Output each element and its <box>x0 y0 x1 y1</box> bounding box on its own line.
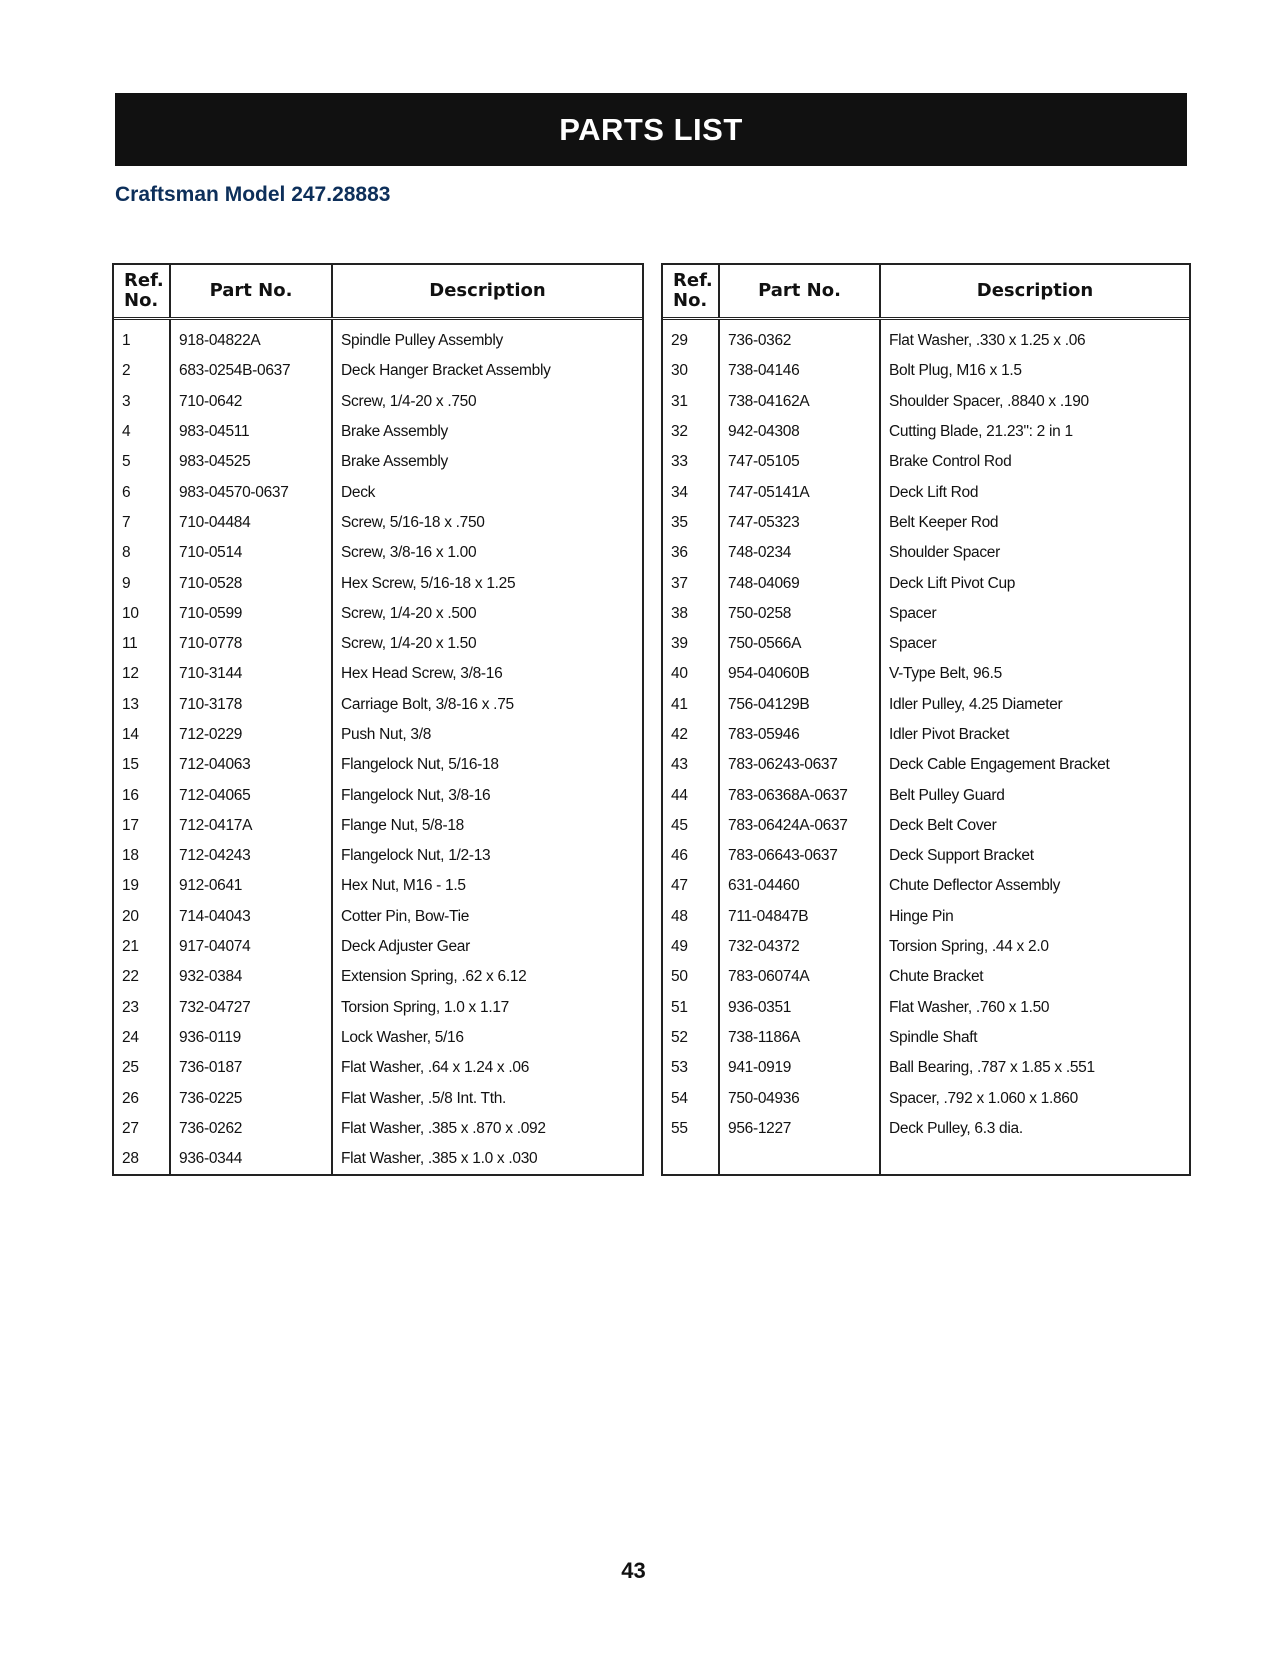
cell-ref: 21 <box>114 932 170 962</box>
model-title: Craftsman Model 247.28883 <box>115 183 391 206</box>
table-row <box>114 568 642 598</box>
table-row <box>114 477 642 507</box>
parts-table-left-body <box>114 319 642 1175</box>
table-row <box>663 811 1189 841</box>
cell-description: Spacer <box>889 635 937 653</box>
cell-part: 736-0187 <box>170 1053 332 1083</box>
table-row <box>114 508 642 538</box>
cell-ref: 35 <box>663 508 719 538</box>
cell-part: 736-0262 <box>170 1114 332 1144</box>
cell-ref: 52 <box>663 1023 719 1053</box>
cell-part: 710-04484 <box>170 508 332 538</box>
cell-part: 983-04525 <box>170 447 332 477</box>
cell-ref <box>663 1144 719 1174</box>
cell-ref: 39 <box>663 629 719 659</box>
table-row <box>663 720 1189 750</box>
ref-header-line2: No. <box>124 290 159 311</box>
table-row <box>114 841 642 871</box>
cell-description: Spindle Shaft <box>889 1028 978 1046</box>
table-row <box>663 477 1189 507</box>
table-row <box>114 1144 642 1174</box>
cell-description: Deck <box>341 483 376 501</box>
cell-description: Deck Pulley, 6.3 dia. <box>889 1119 1023 1137</box>
cell-part: 783-06074A <box>719 962 880 992</box>
cell-ref: 32 <box>663 417 719 447</box>
cell-ref: 29 <box>663 319 719 357</box>
cell-description: V-Type Belt, 96.5 <box>889 665 1002 683</box>
cell-part: 710-0778 <box>170 629 332 659</box>
cell-part: 710-0514 <box>170 538 332 568</box>
table-row <box>663 387 1189 417</box>
table-row <box>114 1114 642 1144</box>
cell-description: Flat Washer, .64 x 1.24 x .06 <box>341 1059 530 1077</box>
cell-part: 750-0566A <box>719 629 880 659</box>
cell-ref: 49 <box>663 932 719 962</box>
cell-ref: 3 <box>114 387 170 417</box>
table-row <box>663 750 1189 780</box>
cell-ref: 46 <box>663 841 719 871</box>
table-row <box>663 902 1189 932</box>
cell-description: Flangelock Nut, 5/16-18 <box>341 756 499 774</box>
description-header: Description <box>332 265 642 319</box>
cell-description: Flangelock Nut, 1/2-13 <box>341 847 491 865</box>
table-row <box>114 962 642 992</box>
table-row <box>663 508 1189 538</box>
table-row <box>663 1023 1189 1053</box>
cell-ref: 38 <box>663 599 719 629</box>
table-row <box>114 811 642 841</box>
cell-part: 714-04043 <box>170 902 332 932</box>
parts-list-banner: PARTS LIST <box>115 93 1187 166</box>
cell-ref: 41 <box>663 690 719 720</box>
cell-part: 941-0919 <box>719 1053 880 1083</box>
cell-part: 783-06368A-0637 <box>719 780 880 810</box>
cell-description: Screw, 1/4-20 x .750 <box>341 392 477 410</box>
part-no-header: Part No. <box>170 265 332 319</box>
cell-description: Deck Cable Engagement Bracket <box>889 756 1110 774</box>
cell-ref: 17 <box>114 811 170 841</box>
cell-description: Flat Washer, .760 x 1.50 <box>889 998 1050 1016</box>
cell-part: 912-0641 <box>170 871 332 901</box>
ref-no-header <box>663 265 719 319</box>
cell-part: 983-04511 <box>170 417 332 447</box>
cell-ref: 37 <box>663 568 719 598</box>
cell-part: 710-3144 <box>170 659 332 689</box>
cell-description: Chute Deflector Assembly <box>889 877 1061 895</box>
cell-ref: 42 <box>663 720 719 750</box>
cell-part: 747-05105 <box>719 447 880 477</box>
cell-description: Spacer <box>889 604 937 622</box>
cell-part: 783-05946 <box>719 720 880 750</box>
ref-header-line2: No. <box>673 290 708 311</box>
cell-description: Belt Keeper Rod <box>889 513 999 531</box>
table-row <box>663 1114 1189 1144</box>
cell-description: Spindle Pulley Assembly <box>341 332 503 350</box>
cell-part: 710-0642 <box>170 387 332 417</box>
cell-ref: 40 <box>663 659 719 689</box>
cell-part: 747-05323 <box>719 508 880 538</box>
cell-ref: 30 <box>663 356 719 386</box>
table-row <box>663 538 1189 568</box>
cell-description: Carriage Bolt, 3/8-16 x .75 <box>341 695 514 713</box>
cell-part: 936-0344 <box>170 1144 332 1174</box>
cell-part: 710-3178 <box>170 690 332 720</box>
cell-ref: 50 <box>663 962 719 992</box>
cell-description: Torsion Spring, .44 x 2.0 <box>889 938 1049 956</box>
cell-ref: 31 <box>663 387 719 417</box>
table-row <box>663 629 1189 659</box>
cell-part: 932-0384 <box>170 962 332 992</box>
cell-part: 732-04372 <box>719 932 880 962</box>
cell-part: 936-0119 <box>170 1023 332 1053</box>
cell-description: Deck Lift Rod <box>889 483 979 501</box>
table-row <box>663 599 1189 629</box>
cell-part: 983-04570-0637 <box>170 477 332 507</box>
cell-ref: 27 <box>114 1114 170 1144</box>
cell-ref: 8 <box>114 538 170 568</box>
cell-ref: 55 <box>663 1114 719 1144</box>
cell-description: Idler Pivot Bracket <box>889 726 1010 743</box>
table-row <box>663 319 1189 357</box>
cell-part: 918-04822A <box>170 319 332 357</box>
cell-description: Brake Assembly <box>341 423 448 441</box>
table-row <box>663 356 1189 386</box>
table-row <box>114 538 642 568</box>
cell-description: Shoulder Spacer, .8840 x .190 <box>889 392 1089 410</box>
cell-part: 736-0225 <box>170 1083 332 1113</box>
table-row <box>663 659 1189 689</box>
cell-part: 712-04243 <box>170 841 332 871</box>
cell-part: 956-1227 <box>719 1114 880 1144</box>
cell-ref: 26 <box>114 1083 170 1113</box>
cell-ref: 15 <box>114 750 170 780</box>
description-header: Description <box>880 265 1189 319</box>
table-row <box>114 599 642 629</box>
cell-part: 711-04847B <box>719 902 880 932</box>
table-header-row <box>114 265 642 319</box>
cell-ref: 5 <box>114 447 170 477</box>
cell-description: Brake Control Rod <box>889 453 1012 471</box>
table-row <box>114 993 642 1023</box>
table-row <box>114 1083 642 1113</box>
cell-part: 712-0417A <box>170 811 332 841</box>
cell-ref: 51 <box>663 993 719 1023</box>
part-no-header: Part No. <box>719 265 880 319</box>
table-row <box>663 1144 1189 1174</box>
cell-part: 954-04060B <box>719 659 880 689</box>
cell-ref: 48 <box>663 902 719 932</box>
cell-description: Brake Assembly <box>341 453 448 471</box>
cell-ref: 16 <box>114 780 170 810</box>
cell-description: Deck Support Bracket <box>889 847 1034 865</box>
cell-description: Flat Washer, .5/8 Int. Tth. <box>341 1089 507 1107</box>
page-number: 43 <box>621 1558 646 1583</box>
cell-part: 710-0599 <box>170 599 332 629</box>
cell-ref: 45 <box>663 811 719 841</box>
table-row <box>114 690 642 720</box>
cell-ref: 44 <box>663 780 719 810</box>
cell-ref: 54 <box>663 1083 719 1113</box>
cell-description: Screw, 1/4-20 x 1.50 <box>341 635 477 653</box>
cell-description: Bolt Plug, M16 x 1.5 <box>889 362 1022 380</box>
table-row <box>114 720 642 750</box>
cell-description: Extension Spring, .62 x 6.12 <box>341 968 527 986</box>
cell-description: Hex Screw, 5/16-18 x 1.25 <box>341 574 516 592</box>
cell-description: Screw, 1/4-20 x .500 <box>341 604 477 622</box>
cell-ref: 10 <box>114 599 170 629</box>
ref-no-header <box>114 265 170 319</box>
cell-ref: 43 <box>663 750 719 780</box>
cell-description <box>880 1144 1189 1174</box>
cell-ref: 7 <box>114 508 170 538</box>
cell-description: Cotter Pin, Bow-Tie <box>341 907 470 925</box>
cell-ref: 19 <box>114 871 170 901</box>
ref-header-line1: Ref. <box>673 270 713 291</box>
cell-ref: 1 <box>114 319 170 357</box>
cell-part: 738-04146 <box>719 356 880 386</box>
table-row <box>114 750 642 780</box>
table-row <box>114 417 642 447</box>
cell-part: 736-0362 <box>719 319 880 357</box>
cell-description: Screw, 3/8-16 x 1.00 <box>341 544 477 562</box>
cell-part: 710-0528 <box>170 568 332 598</box>
cell-ref: 34 <box>663 477 719 507</box>
cell-part: 783-06243-0637 <box>719 750 880 780</box>
cell-ref: 13 <box>114 690 170 720</box>
table-row <box>663 1083 1189 1113</box>
parts-table-left <box>112 263 644 1176</box>
cell-ref: 24 <box>114 1023 170 1053</box>
cell-part: 738-1186A <box>719 1023 880 1053</box>
table-row <box>663 417 1189 447</box>
cell-part: 936-0351 <box>719 993 880 1023</box>
cell-ref: 18 <box>114 841 170 871</box>
cell-description: Lock Washer, 5/16 <box>341 1028 464 1046</box>
table-row <box>114 659 642 689</box>
cell-part: 732-04727 <box>170 993 332 1023</box>
cell-ref: 9 <box>114 568 170 598</box>
cell-part: 750-0258 <box>719 599 880 629</box>
cell-description: Hex Head Screw, 3/8-16 <box>341 665 503 683</box>
cell-ref: 28 <box>114 1144 170 1174</box>
cell-description: Deck Lift Pivot Cup <box>889 574 1016 592</box>
table-row <box>663 841 1189 871</box>
cell-ref: 53 <box>663 1053 719 1083</box>
table-row <box>114 319 642 357</box>
cell-ref: 20 <box>114 902 170 932</box>
cell-part: 712-04063 <box>170 750 332 780</box>
cell-part: 631-04460 <box>719 871 880 901</box>
parts-table-right <box>661 263 1191 1176</box>
cell-description: Screw, 5/16-18 x .750 <box>341 513 485 531</box>
cell-description: Flange Nut, 5/8-18 <box>341 816 464 834</box>
cell-ref: 12 <box>114 659 170 689</box>
table-row <box>663 962 1189 992</box>
cell-part: 712-04065 <box>170 780 332 810</box>
table-row <box>663 568 1189 598</box>
table-row <box>114 932 642 962</box>
cell-description: Flat Washer, .330 x 1.25 x .06 <box>889 332 1086 350</box>
cell-description: Deck Hanger Bracket Assembly <box>341 362 551 380</box>
cell-description: Chute Bracket <box>889 968 984 986</box>
table-row <box>114 780 642 810</box>
cell-description: Ball Bearing, .787 x 1.85 x .551 <box>889 1059 1095 1077</box>
cell-ref: 33 <box>663 447 719 477</box>
cell-part: 756-04129B <box>719 690 880 720</box>
cell-ref: 4 <box>114 417 170 447</box>
cell-part <box>719 1144 880 1174</box>
cell-part: 748-0234 <box>719 538 880 568</box>
cell-description: Flangelock Nut, 3/8-16 <box>341 786 491 804</box>
cell-part: 748-04069 <box>719 568 880 598</box>
cell-description: Spacer, .792 x 1.060 x 1.860 <box>889 1089 1078 1107</box>
table-header-row <box>663 265 1189 319</box>
table-row <box>114 387 642 417</box>
cell-ref: 47 <box>663 871 719 901</box>
table-row <box>663 780 1189 810</box>
cell-description: Flat Washer, .385 x 1.0 x .030 <box>341 1150 538 1168</box>
cell-description: Belt Pulley Guard <box>889 786 1005 804</box>
table-row <box>663 690 1189 720</box>
cell-ref: 25 <box>114 1053 170 1083</box>
parts-table-right-body <box>663 319 1189 1175</box>
cell-description: Hex Nut, M16 - 1.5 <box>341 877 466 895</box>
table-row <box>663 1053 1189 1083</box>
table-row <box>663 871 1189 901</box>
cell-ref: 22 <box>114 962 170 992</box>
cell-ref: 6 <box>114 477 170 507</box>
cell-ref: 11 <box>114 629 170 659</box>
cell-description: Deck Belt Cover <box>889 816 997 834</box>
table-row <box>663 447 1189 477</box>
cell-part: 750-04936 <box>719 1083 880 1113</box>
cell-description: Torsion Spring, 1.0 x 1.17 <box>341 998 509 1016</box>
table-row <box>114 447 642 477</box>
cell-part: 683-0254B-0637 <box>170 356 332 386</box>
cell-part: 738-04162A <box>719 387 880 417</box>
cell-part: 712-0229 <box>170 720 332 750</box>
table-row <box>114 1023 642 1053</box>
cell-ref: 36 <box>663 538 719 568</box>
cell-description: Idler Pulley, 4.25 Diameter <box>889 695 1063 713</box>
cell-part: 783-06424A-0637 <box>719 811 880 841</box>
cell-ref: 23 <box>114 993 170 1023</box>
cell-part: 747-05141A <box>719 477 880 507</box>
table-row <box>114 871 642 901</box>
cell-description: Cutting Blade, 21.23": 2 in 1 <box>889 423 1073 441</box>
cell-description: Shoulder Spacer <box>889 544 1000 562</box>
ref-header-line1: Ref. <box>124 270 164 291</box>
cell-description: Flat Washer, .385 x .870 x .092 <box>341 1119 546 1137</box>
table-row <box>114 356 642 386</box>
cell-description: Hinge Pin <box>889 907 954 925</box>
table-row <box>114 629 642 659</box>
cell-part: 783-06643-0637 <box>719 841 880 871</box>
table-row <box>114 1053 642 1083</box>
cell-ref: 14 <box>114 720 170 750</box>
cell-part: 917-04074 <box>170 932 332 962</box>
cell-description: Push Nut, 3/8 <box>341 726 432 743</box>
table-row <box>114 902 642 932</box>
cell-part: 942-04308 <box>719 417 880 447</box>
cell-description: Deck Adjuster Gear <box>341 938 470 956</box>
cell-ref: 2 <box>114 356 170 386</box>
table-row <box>663 932 1189 962</box>
table-row <box>663 993 1189 1023</box>
